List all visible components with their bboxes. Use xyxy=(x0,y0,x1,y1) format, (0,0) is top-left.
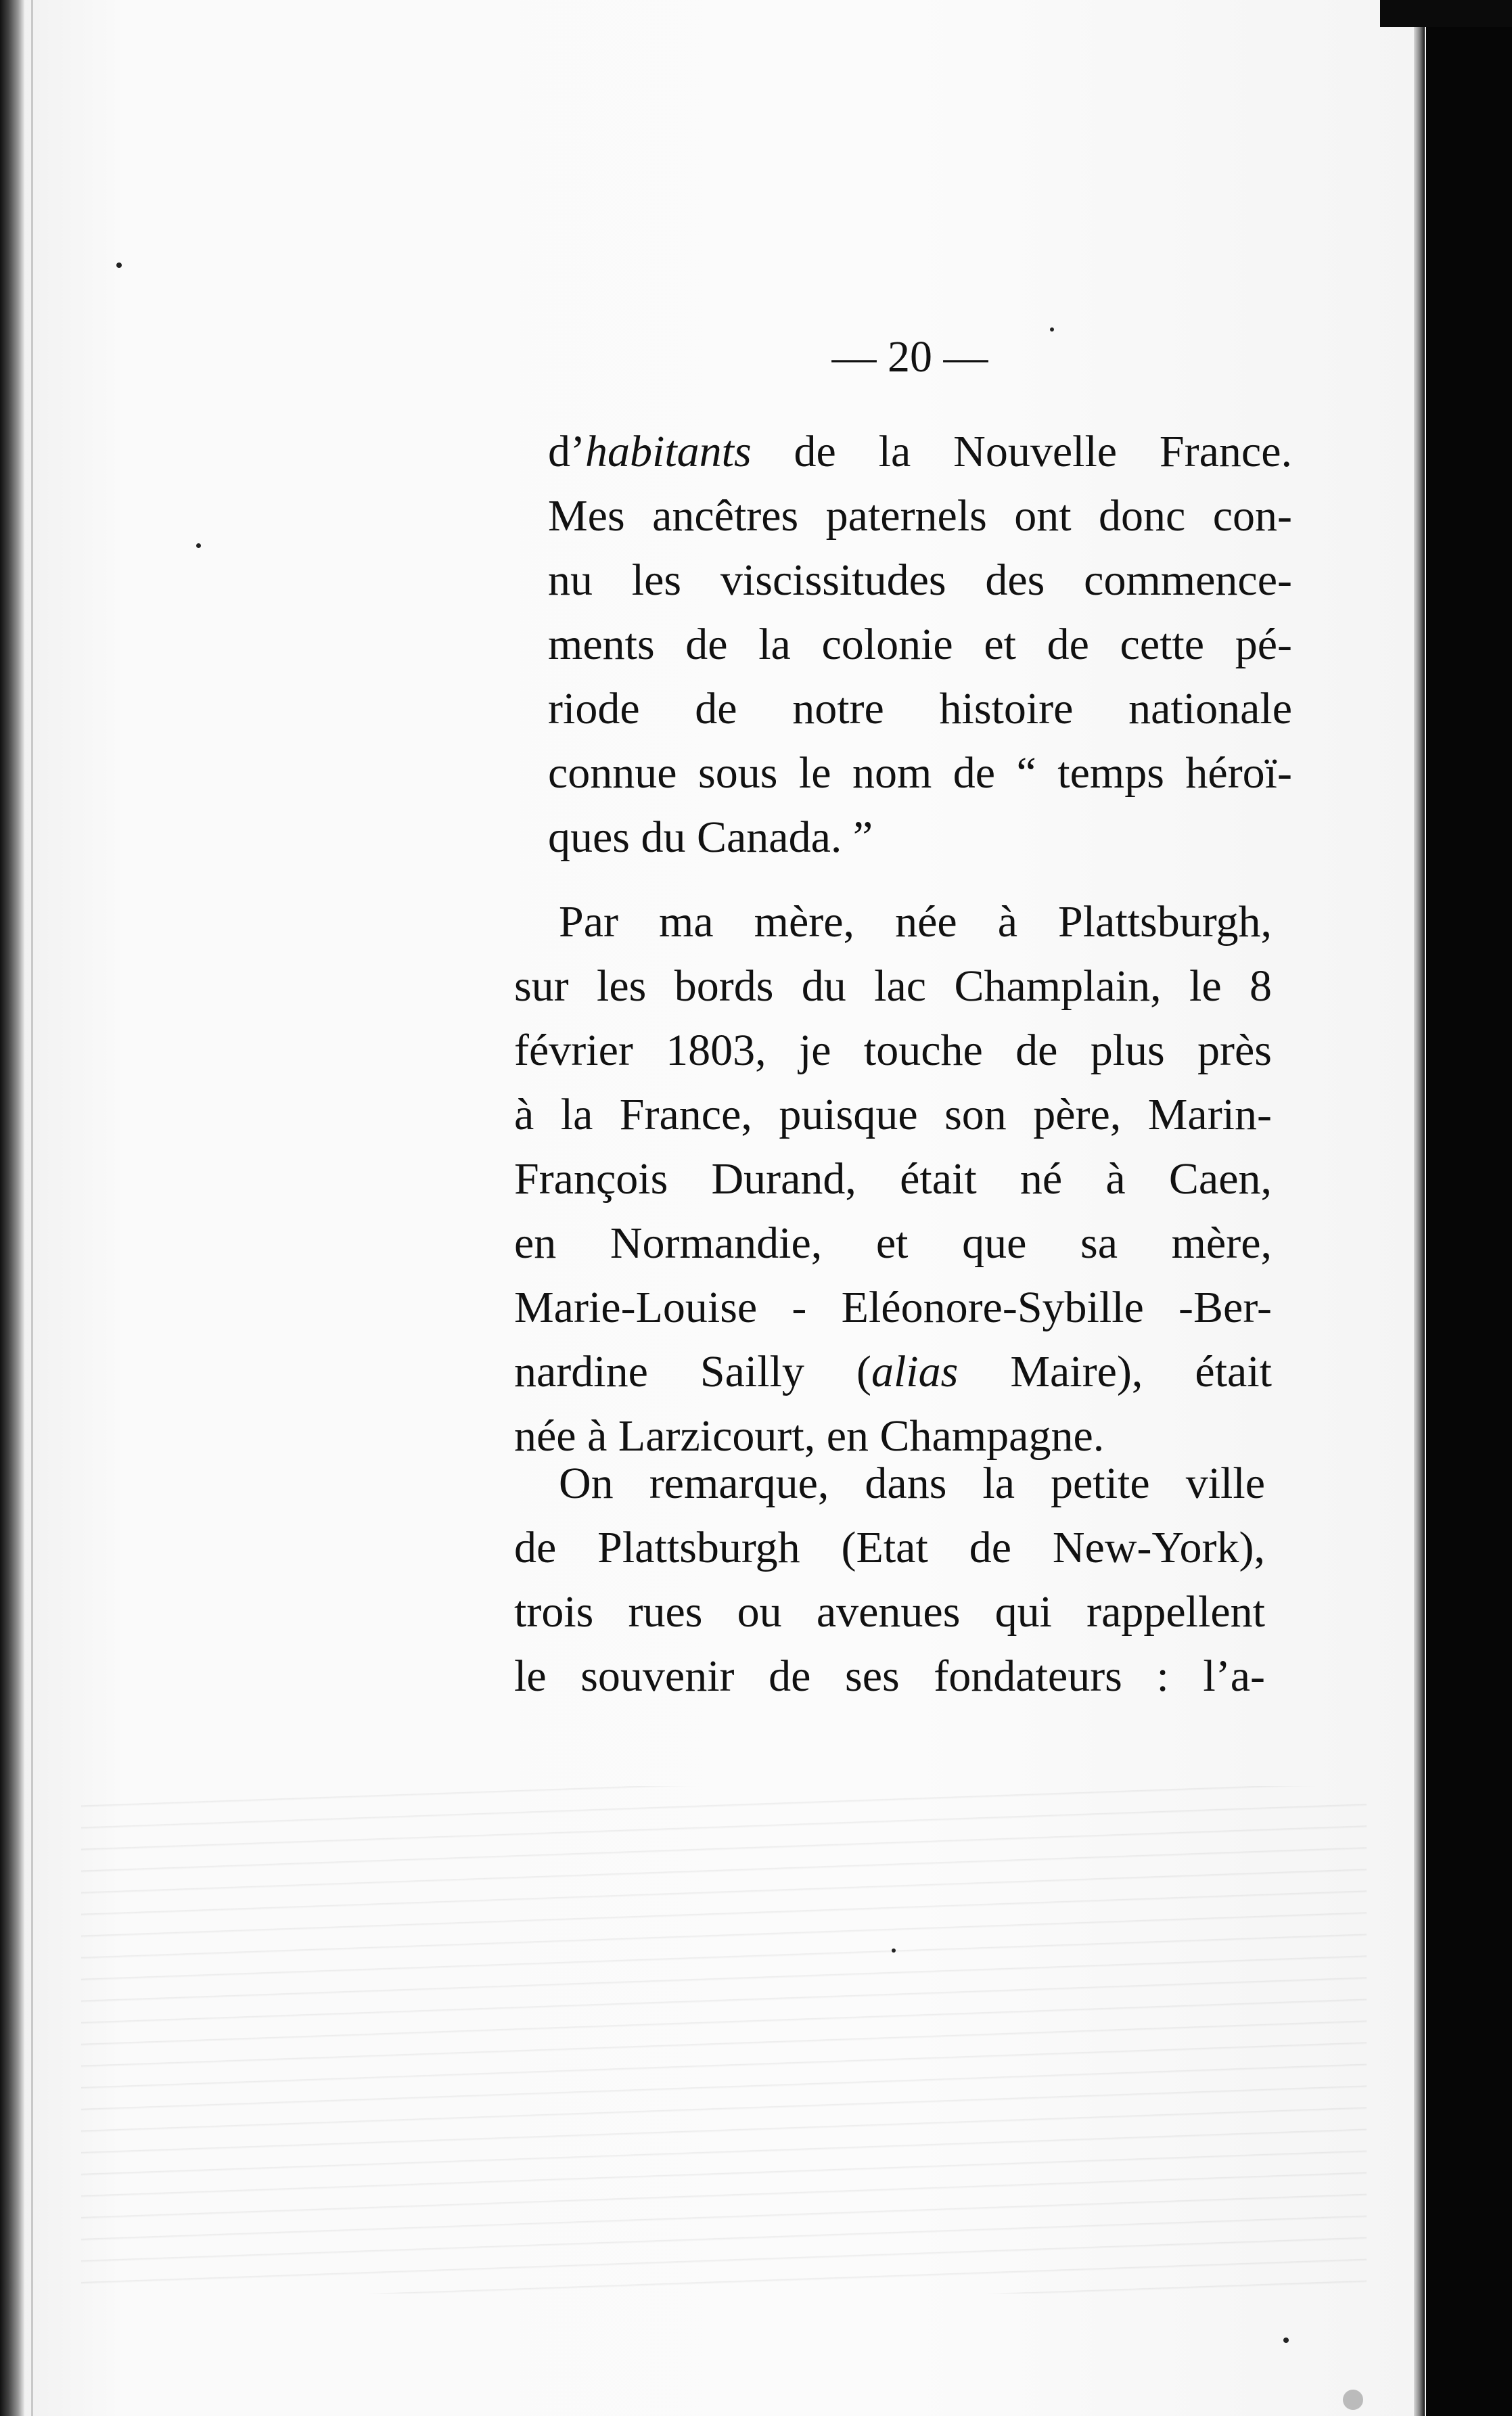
text-line: nu les viscissitudes des commence- xyxy=(548,555,1292,605)
dust-speck xyxy=(1283,2338,1289,2343)
italic-word: habitants xyxy=(585,427,752,476)
text-line: ques du Canada. ” xyxy=(548,813,873,862)
right-dark-border xyxy=(1426,0,1512,2416)
dust-speck xyxy=(1343,2390,1363,2410)
text-line: de Plattsburgh (Etat de New-York), xyxy=(514,1523,1265,1572)
text-line: riode de notre histoire nationale xyxy=(548,684,1292,733)
text-line: nardine Sailly (alias Maire), était xyxy=(514,1347,1272,1396)
text-line: à la France, puisque son père, Marin- xyxy=(514,1090,1272,1139)
dust-speck xyxy=(892,1948,896,1953)
italic-word: alias xyxy=(871,1347,959,1396)
text-line: ments de la colonie et de cette pé- xyxy=(548,620,1292,669)
left-scan-line xyxy=(31,0,33,2416)
dust-speck xyxy=(1050,327,1054,332)
right-page-edge xyxy=(1414,27,1425,2416)
text-line: née à Larzicourt, en Champagne. xyxy=(514,1411,1105,1461)
dust-speck xyxy=(116,263,122,268)
text-line: Par ma mère, née à Plattsburgh, xyxy=(559,897,1272,947)
text-line: Marie-Louise - Eléonore-Sybille -Ber- xyxy=(514,1283,1272,1332)
top-corner-shadow xyxy=(1380,0,1512,27)
text-line: connue sous le nom de “ temps héroï- xyxy=(548,748,1292,798)
text-line: On remarque, dans la petite ville xyxy=(559,1459,1265,1508)
text-line: février 1803, je touche de plus près xyxy=(514,1026,1272,1075)
text-line: trois rues ou avenues qui rappellent xyxy=(514,1587,1265,1637)
text-line: en Normandie, et que sa mère, xyxy=(514,1218,1272,1268)
paragraph-3 xyxy=(514,1451,1265,1708)
text-line: le souvenir de ses fondateurs : l’a- xyxy=(514,1651,1265,1701)
text-line: d’habitants de la Nouvelle France. xyxy=(548,427,1292,476)
paragraph-2 xyxy=(514,890,1272,1468)
text-line: Mes ancêtres paternels ont donc con- xyxy=(548,491,1292,541)
text-line: François Durand, était né à Caen, xyxy=(514,1154,1272,1204)
page-number: — 20 — xyxy=(831,332,988,382)
dust-speck xyxy=(196,543,201,548)
text-line: sur les bords du lac Champlain, le 8 xyxy=(514,961,1272,1011)
binding-shadow xyxy=(0,0,24,2416)
bleed-through-handwriting xyxy=(81,1786,1367,2294)
paragraph-1 xyxy=(548,419,1292,869)
